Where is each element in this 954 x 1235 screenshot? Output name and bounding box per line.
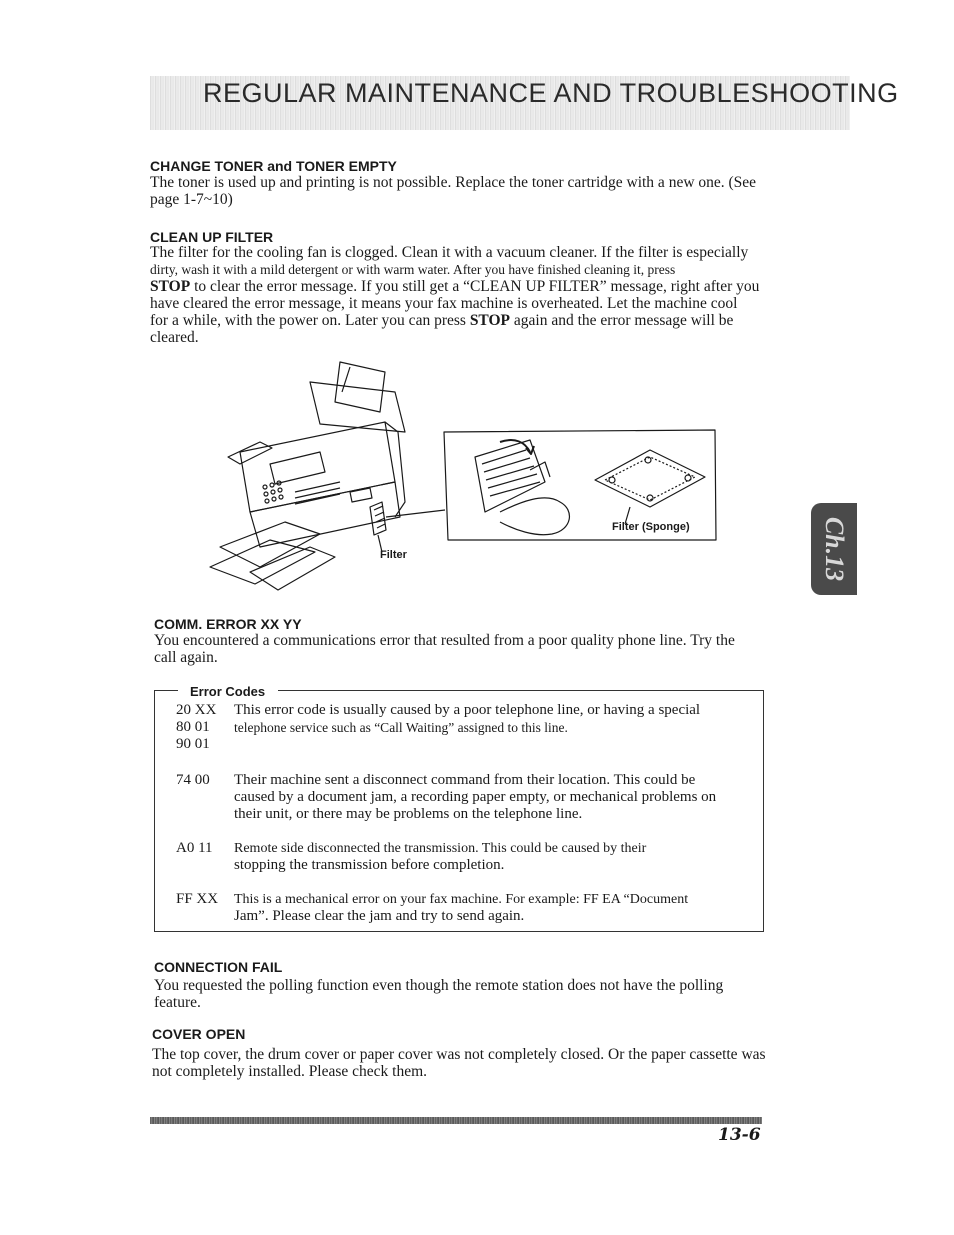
footer-bar	[150, 1117, 762, 1124]
filter-label: Filter	[380, 549, 407, 561]
text-line: telephone service such as “Call Waiting” assigned to this line.	[234, 720, 568, 735]
text-line: have cleared the error message, it means your fax machine is overheated. Let the machine cool	[150, 295, 738, 312]
error-description	[234, 772, 750, 823]
text-line: You requested the polling function even though the remote station does not have the polling	[154, 977, 724, 994]
error-code: 90 01	[176, 736, 210, 752]
divider	[278, 690, 764, 691]
chapter-tab	[811, 503, 857, 595]
para-comm-error	[154, 632, 769, 666]
para-connection-fail	[154, 977, 769, 1011]
text-line: Their machine sent a disconnect command from their location. This could be	[234, 772, 696, 788]
text-line: caused by a document jam, a recording paper empty, or mechanical problems on	[234, 789, 717, 805]
stop-key-label: STOP	[150, 278, 191, 295]
text-line: stopping the transmission before completion.	[234, 857, 505, 873]
error-code: 74 00	[176, 772, 210, 788]
text-line: their unit, or there may be problems on the telephone line.	[234, 806, 583, 822]
text-line: Jam”. Please clear the jam and try to send again.	[234, 908, 525, 924]
text-line: call again.	[154, 649, 218, 666]
text-line	[150, 312, 770, 329]
error-code: 20 XX	[176, 702, 217, 718]
fax-machine-drawing	[200, 352, 730, 594]
para-change-toner	[150, 174, 770, 208]
chapter-tab-label: Ch.13	[820, 516, 849, 582]
para-cover-open	[152, 1046, 767, 1080]
error-description	[234, 840, 750, 874]
error-code: A0 11	[176, 840, 213, 856]
text-span: to clear the error message. If you still get a “CLEAN UP FILTER” message, right after you	[190, 278, 760, 295]
stop-key-label: STOP	[469, 312, 511, 329]
text-line	[150, 278, 770, 295]
fax-filter-illustration	[200, 352, 730, 594]
page-number: 13-6	[718, 1125, 761, 1145]
heading-connection-fail: CONNECTION FAIL	[154, 959, 283, 975]
filter-sponge-label: Filter (Sponge)	[612, 521, 690, 533]
text-line: feature.	[154, 994, 201, 1011]
text-line: This is a mechanical error on your fax machine. For example: FF EA “Document	[234, 892, 689, 907]
para-clean-up-filter	[150, 244, 770, 346]
text-line: You encountered a communications error that resulted from a poor quality phone line. Try the	[154, 632, 735, 649]
heading-clean-up-filter: CLEAN UP FILTER	[150, 229, 274, 245]
text-line: dirty, wash it with a mild detergent or with warm water. After you have finished cleaning it, press	[150, 262, 676, 277]
error-code: FF XX	[176, 891, 219, 907]
heading-change-toner: CHANGE TONER and TONER EMPTY	[150, 158, 397, 174]
divider	[154, 690, 178, 691]
text-line: page 1-7~10)	[150, 191, 233, 208]
text-line: cleared.	[150, 329, 199, 346]
text-line: Remote side disconnected the transmission. This could be caused by their	[234, 841, 647, 856]
error-description	[234, 702, 750, 736]
text-span: for a while, with the power on. Later you can press	[150, 312, 470, 329]
error-description	[234, 891, 750, 925]
text-line: The top cover, the drum cover or paper cover was not completely closed. Or the paper cassette was	[152, 1046, 766, 1063]
text-line: This error code is usually caused by a poor telephone line, or having a special	[234, 702, 701, 718]
page-title: REGULAR MAINTENANCE AND TROUBLESHOOTING	[203, 78, 899, 108]
error-code: 80 01	[176, 719, 210, 735]
error-codes-legend: Error Codes	[190, 684, 266, 699]
text-line: not completely installed. Please check them.	[152, 1063, 428, 1080]
heading-comm-error: COMM. ERROR XX YY	[154, 616, 302, 632]
heading-cover-open: COVER OPEN	[152, 1026, 246, 1042]
text-line: The filter for the cooling fan is clogged. Clean it with a vacuum cleaner. If the filter is especially	[150, 244, 749, 261]
text-line: The toner is used up and printing is not possible. Replace the toner cartridge with a new one. (See	[150, 174, 757, 191]
text-span: again and the error message will be	[510, 312, 734, 329]
